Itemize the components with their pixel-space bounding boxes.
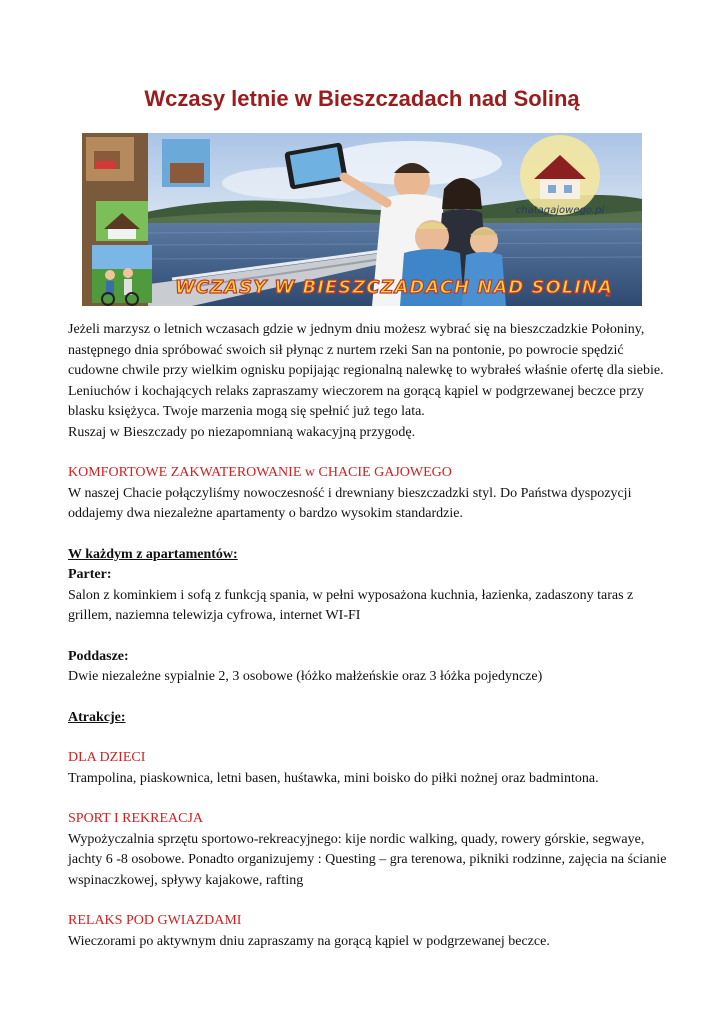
apartments-heading: W każdym z apartamentów: xyxy=(68,546,238,562)
parter-label: Parter: xyxy=(68,567,112,582)
banner-image xyxy=(82,133,642,306)
sport-text: Wypożyczalnia sprzętu sportowo-rekreacyjnego: kije nordic walking, quady, rowery górskie, segwaye, jachty 6 -8 osobowe. Ponadto organizujemy : Questing – gra terenowa, pikniki rodzinne, zajęcia na ścianie wspinaczkowej, spływy kajakowe, rafting xyxy=(68,831,667,888)
relax-heading: RELAKS POD GWIAZDAMI xyxy=(68,913,242,928)
attractions-heading: Atrakcje: xyxy=(68,709,126,725)
intro-paragraph-1: Jeżeli marzysz o letnich wczasach gdzie w jednym dniu możesz wybrać się na bieszczadzkie Połoniny, następnego dnia spróbować swoich sił płynąc z nurtem rzeki San na pontonie, po powrocie spędzić cudowne chwile przy wielkim ognisku popijając regionalną nalewkę to wybrałeś właśnie ofertę dla siebie. xyxy=(68,322,664,378)
relax-text: Wieczorami po aktywnym dniu zapraszamy na gorącą kąpiel w podgrzewanej beczce. xyxy=(68,933,550,949)
kids-heading: DLA DZIECI xyxy=(68,750,146,765)
banner-headline: WCZASY W BIESZCZADACH NAD SOLINĄ xyxy=(175,277,613,298)
komfort-text: W naszej Chacie połączyliśmy nowoczesność i drewniany bieszczadzki styl. Do Państwa dyspozycji oddajemy dwa niezależne apartamenty o bardzo wysokim standardzie. xyxy=(68,485,632,521)
banner-logo-text: chatagajowego.pl xyxy=(515,205,605,216)
banner-illustration xyxy=(82,133,642,306)
poddasze-text: Dwie niezależne sypialnie 2, 3 osobowe (łóżko małżeńskie oraz 3 łóżka pojedyncze) xyxy=(68,669,543,684)
intro-paragraph-2: Leniuchów i kochających relaks zapraszamy wieczorem na gorącą kąpiel w podgrzewanej beczce przy blasku księżyca. Twoje marzenia mogą się spełnić już tego lata. xyxy=(68,383,645,419)
poddasze-label: Poddasze: xyxy=(68,648,129,664)
sport-heading: SPORT I REKREACJA xyxy=(68,811,204,826)
parter-text: Salon z kominkiem i sofą z funkcją spania, w pełni wyposażona kuchnia, łazienka, zadaszony taras z grillem, naziemna telewizja cyfrowa, internet WI-FI xyxy=(68,587,634,623)
kids-text: Trampolina, piaskownica, letni basen, huśtawka, mini boisko do piłki nożnej oraz badmintona. xyxy=(68,770,599,786)
komfort-heading: KOMFORTOWE ZAKWATEROWANIE w CHACIE GAJOWEGO xyxy=(68,465,452,480)
article-body xyxy=(68,320,668,952)
intro-paragraph-3: Ruszaj w Bieszczady po niezapomnianą wakacyjną przygodę. xyxy=(68,424,416,440)
page-title: Wczasy letnie w Bieszczadach nad Soliną xyxy=(144,86,580,111)
